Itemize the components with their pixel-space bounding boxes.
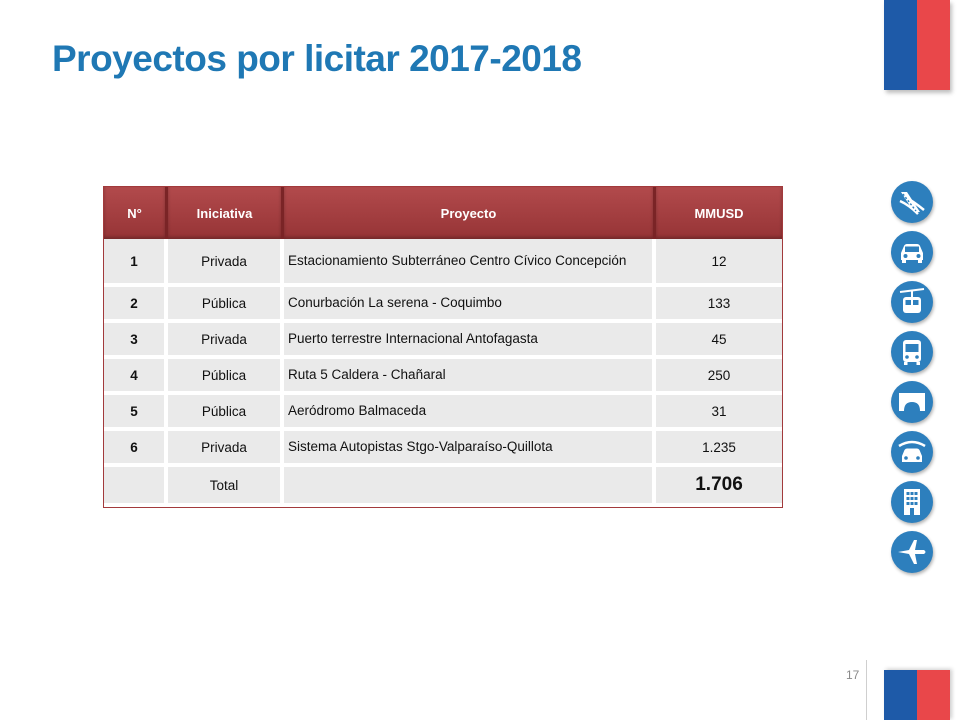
cell-proyecto: Puerto terrestre Internacional Antofagasta (284, 323, 656, 359)
airplane-icon (891, 531, 933, 573)
cell-proyecto: Aeródromo Balmaceda (284, 395, 656, 431)
cell-empty (104, 467, 168, 507)
cell-proyecto: Estacionamiento Subterráneo Centro Cívico Concepción (284, 239, 656, 287)
cell-proyecto: Ruta 5 Caldera - Chañaral (284, 359, 656, 395)
cell-mmusd: 133 (656, 287, 782, 323)
table-total-row (104, 467, 782, 507)
page-number: 17 (846, 668, 860, 682)
cell-num: 5 (104, 395, 168, 431)
header-num: N° (104, 187, 168, 239)
cell-mmusd: 45 (656, 323, 782, 359)
total-value: 1.706 (656, 467, 782, 507)
table-row (104, 239, 782, 287)
header-mmusd: MMUSD (656, 187, 782, 239)
cell-num: 6 (104, 431, 168, 467)
table-row (104, 395, 782, 431)
header-proyecto: Proyecto (284, 187, 656, 239)
car-icon (891, 231, 933, 273)
footer-divider (866, 660, 867, 720)
table-row (104, 323, 782, 359)
parking-car-icon (891, 431, 933, 473)
table-header-row (104, 187, 782, 239)
cell-mmusd: 250 (656, 359, 782, 395)
cell-iniciativa: Privada (168, 323, 284, 359)
flag-decoration-top (884, 0, 950, 90)
cell-iniciativa: Pública (168, 359, 284, 395)
table-row (104, 431, 782, 467)
bus-icon (891, 331, 933, 373)
bridge-icon (891, 381, 933, 423)
cell-mmusd: 1.235 (656, 431, 782, 467)
total-label: Total (168, 467, 284, 507)
header-iniciativa: Iniciativa (168, 187, 284, 239)
cell-num: 3 (104, 323, 168, 359)
cell-iniciativa: Pública (168, 287, 284, 323)
projects-table (103, 186, 783, 508)
table-row (104, 359, 782, 395)
flag-decoration-bottom (884, 670, 950, 720)
cell-num: 2 (104, 287, 168, 323)
cell-iniciativa: Privada (168, 239, 284, 287)
table-row (104, 287, 782, 323)
cell-num: 4 (104, 359, 168, 395)
cell-empty (284, 467, 656, 507)
page-title: Proyectos por licitar 2017-2018 (52, 38, 582, 79)
cell-num: 1 (104, 239, 168, 287)
cell-iniciativa: Pública (168, 395, 284, 431)
cable-car-icon (891, 281, 933, 323)
cell-proyecto: Conurbación La serena - Coquimbo (284, 287, 656, 323)
building-icon (891, 481, 933, 523)
highway-icon (891, 181, 933, 223)
cell-mmusd: 31 (656, 395, 782, 431)
cell-mmusd: 12 (656, 239, 782, 287)
cell-proyecto: Sistema Autopistas Stgo-Valparaíso-Quillota (284, 431, 656, 467)
cell-iniciativa: Privada (168, 431, 284, 467)
